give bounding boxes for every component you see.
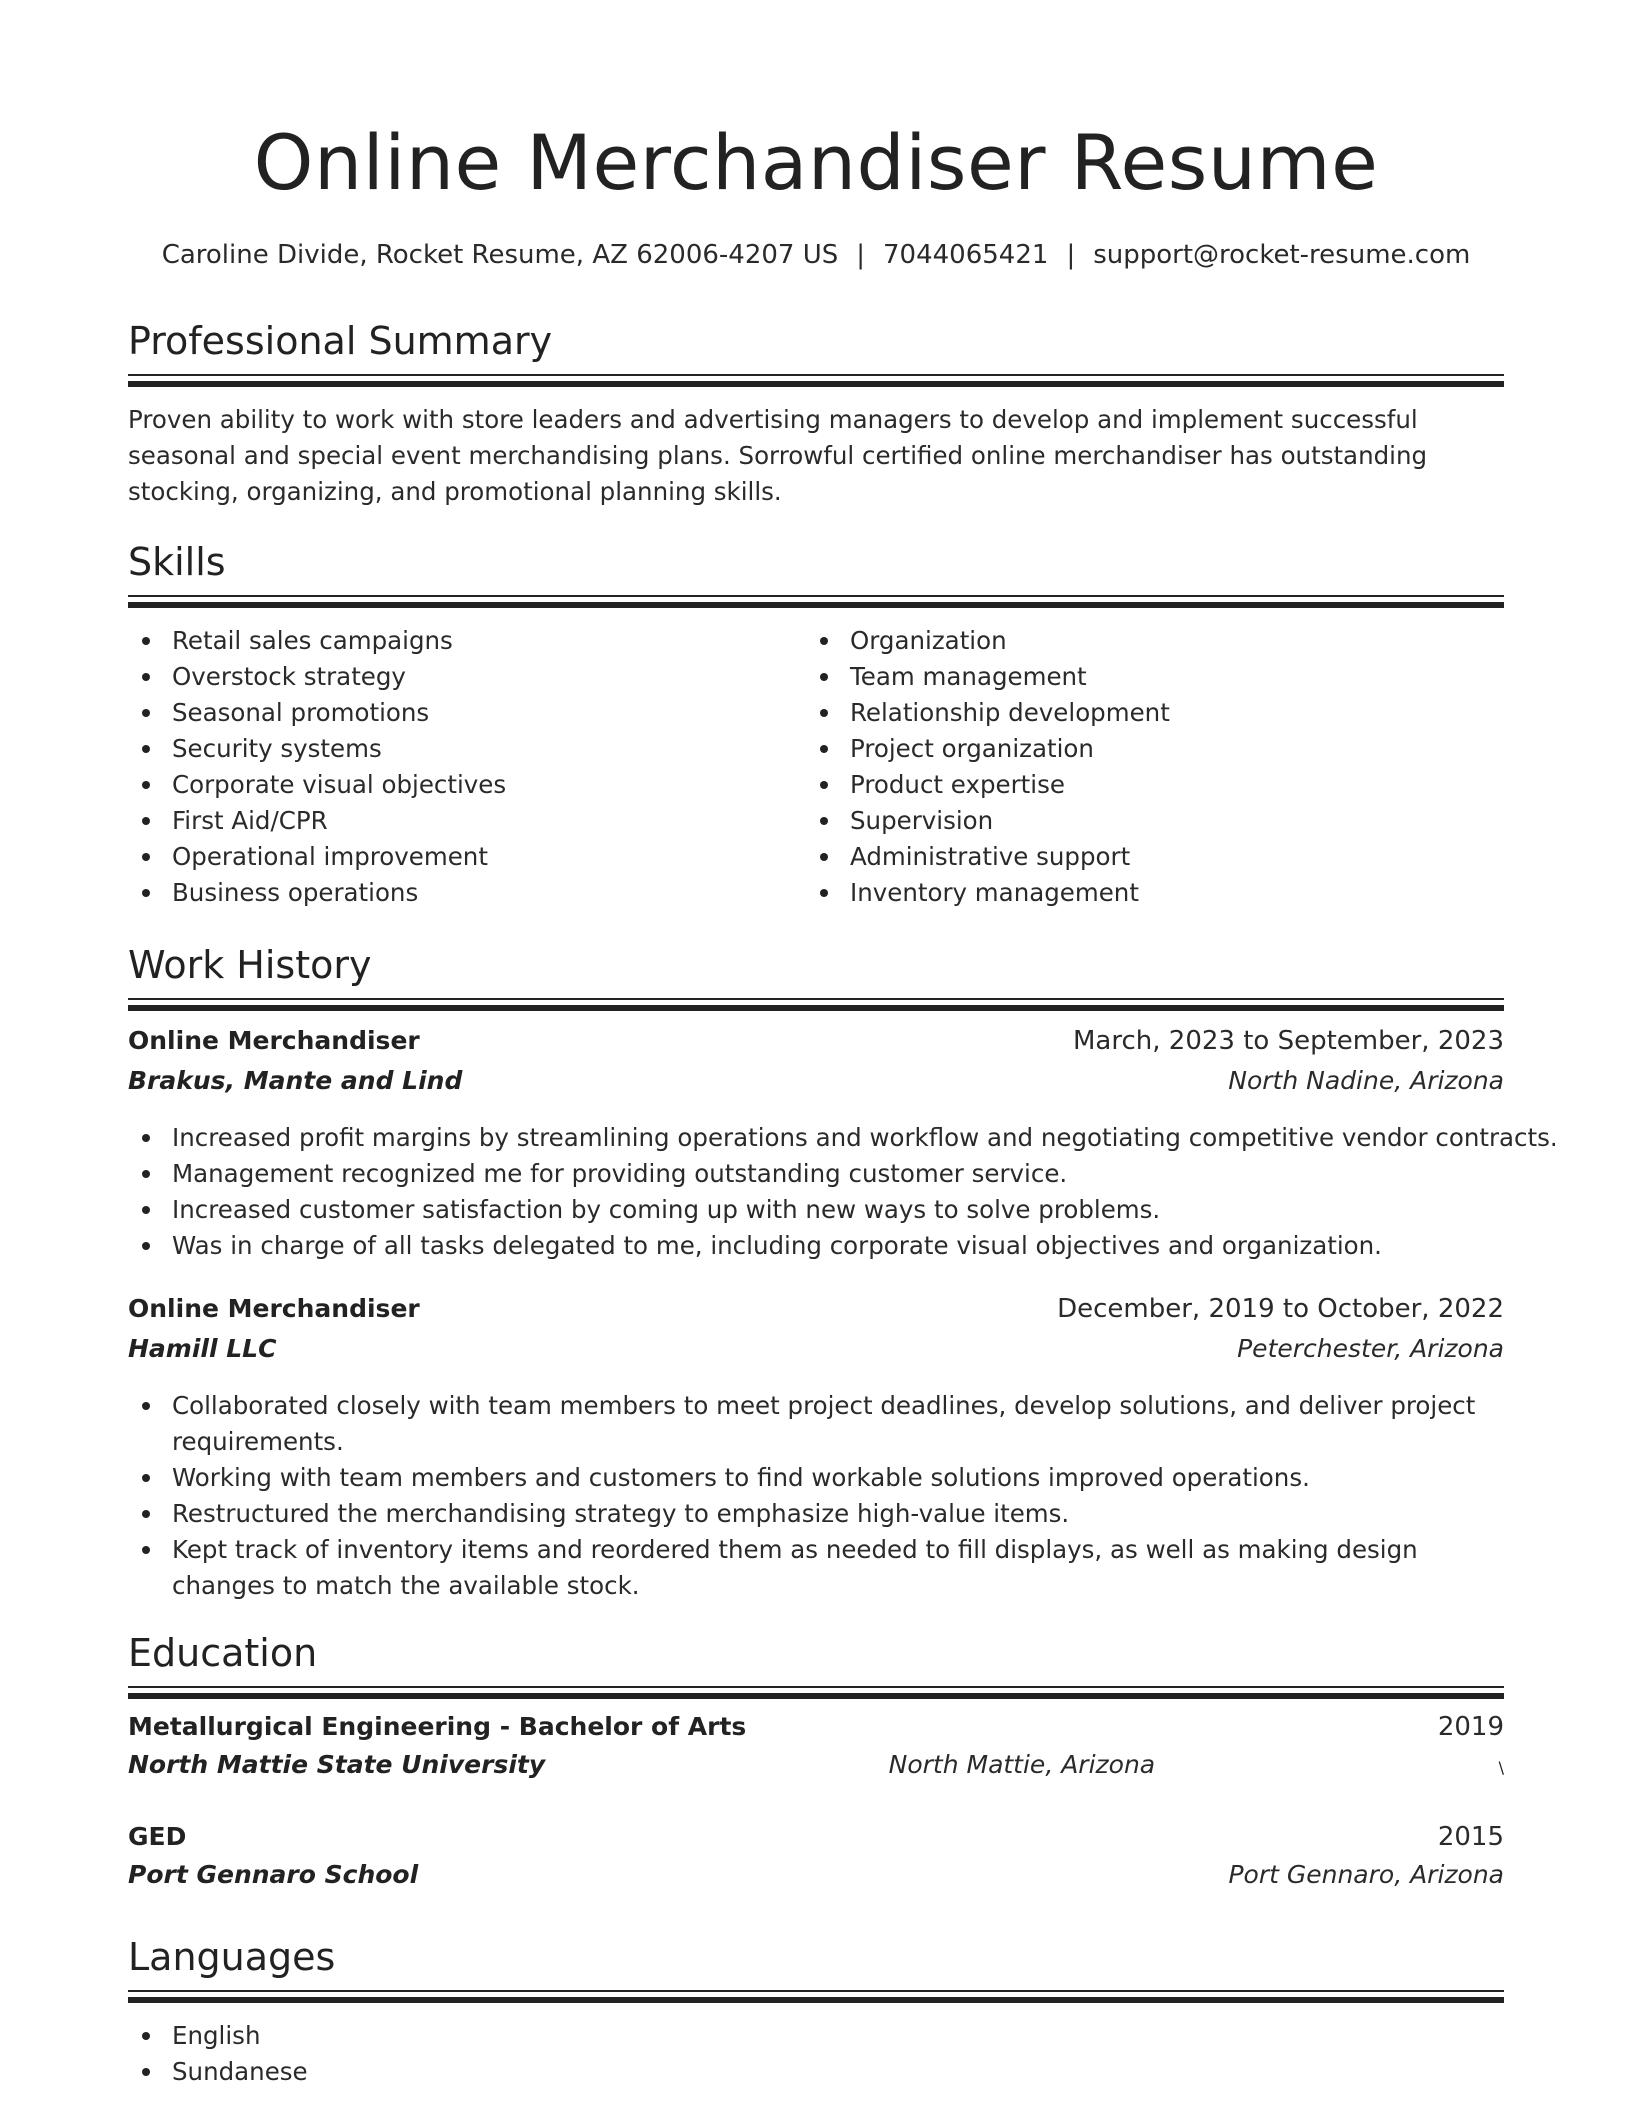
skills-section <box>128 539 1504 911</box>
section-divider <box>128 374 1504 388</box>
job-company: Brakus, Mante and Lind <box>128 1066 463 1095</box>
education-year: 2015 <box>1437 1822 1504 1852</box>
education-school: North Mattie State University <box>128 1750 546 1779</box>
skill-item: Project organization <box>806 731 1484 767</box>
languages-section <box>128 1934 1504 2090</box>
contact-email: support@rocket-resume.com <box>1093 240 1471 270</box>
section-divider <box>128 998 1504 1012</box>
section-divider <box>128 1990 1504 2004</box>
education-section <box>128 1630 1504 1898</box>
skill-item: Business operations <box>128 875 806 911</box>
job-dates: March, 2023 to September, 2023 <box>1073 1026 1504 1056</box>
resume-title: Online Merchandiser Resume <box>253 118 1379 207</box>
skill-item: First Aid/CPR <box>128 803 806 839</box>
section-heading-education: Education <box>128 1631 318 1675</box>
skill-item: Corporate visual objectives <box>128 767 806 803</box>
job-bullet: Was in charge of all tasks delegated to me, including corporate visual objectives and organization. <box>128 1228 1504 1264</box>
contact-separator: | <box>856 240 866 270</box>
section-divider <box>128 595 1504 609</box>
section-heading-skills: Skills <box>128 540 226 584</box>
job-company: Hamill LLC <box>128 1334 277 1363</box>
education-location: North Mattie, Arizona <box>888 1750 1156 1779</box>
skills-right-column <box>806 623 1484 911</box>
skill-item: Team management <box>806 659 1484 695</box>
job-bullets <box>128 1120 1558 1264</box>
education-entry: Metallurgical Engineering - Bachelor of Arts 2019 North Mattie State University North Mattie, Arizona \ <box>128 1712 1504 1779</box>
job-title: Online Merchandiser <box>128 1294 420 1323</box>
job-title: Online Merchandiser <box>128 1026 420 1055</box>
skill-item: Inventory management <box>806 875 1484 911</box>
education-school: Port Gennaro School <box>128 1860 419 1889</box>
skill-item: Retail sales campaigns <box>128 623 806 659</box>
job-bullet: Collaborated closely with team members to meet project deadlines, develop solutions, and deliver project requirements. <box>128 1388 1504 1460</box>
skill-item: Relationship development <box>806 695 1484 731</box>
job-dates: December, 2019 to October, 2022 <box>1057 1294 1504 1324</box>
skill-item: Operational improvement <box>128 839 806 875</box>
job-entry <box>128 1294 1504 1604</box>
job-bullet: Kept track of inventory items and reordered them as needed to fill displays, as well as making design changes to match the available stock. <box>128 1532 1504 1604</box>
section-heading-work-history: Work History <box>128 943 372 987</box>
skill-item: Overstock strategy <box>128 659 806 695</box>
language-item: English <box>128 2018 1504 2054</box>
summary-section <box>128 318 1504 510</box>
education-degree: GED <box>128 1822 187 1851</box>
skill-item: Product expertise <box>806 767 1484 803</box>
language-item: Sundanese <box>128 2054 1504 2090</box>
contact-separator: | <box>1066 240 1076 270</box>
job-bullet: Restructured the merchandising strategy to emphasize high-value items. <box>128 1496 1504 1532</box>
education-location: Port Gennaro, Arizona <box>1228 1860 1504 1889</box>
job-bullet: Management recognized me for providing outstanding customer service. <box>128 1156 1504 1192</box>
languages-list <box>128 2018 1504 2090</box>
skill-item: Organization <box>806 623 1484 659</box>
education-year: 2019 <box>1437 1712 1504 1742</box>
contact-address: Caroline Divide, Rocket Resume, AZ 62006-4207 US <box>161 240 839 270</box>
contact-phone: 7044065421 <box>883 240 1049 270</box>
job-location: North Nadine, Arizona <box>1228 1066 1504 1095</box>
section-heading-summary: Professional Summary <box>128 319 553 363</box>
job-bullet: Working with team members and customers to find workable solutions improved operations. <box>128 1460 1504 1496</box>
job-bullets <box>128 1388 1504 1604</box>
summary-text: Proven ability to work with store leaders and advertising managers to develop and implement successful seasonal and special event merchandising plans. Sorrowful certified online merchandiser has outstanding stocking, organizing, and promotional planning skills. <box>128 405 1428 506</box>
section-divider <box>128 1686 1504 1700</box>
skill-item: Security systems <box>128 731 806 767</box>
section-heading-languages: Languages <box>128 1935 336 1979</box>
work-history-section <box>128 942 1558 1604</box>
job-entry <box>128 1026 1558 1264</box>
skills-columns <box>128 623 1504 911</box>
skill-item: Administrative support <box>806 839 1484 875</box>
job-bullet: Increased customer satisfaction by coming up with new ways to solve problems. <box>128 1192 1504 1228</box>
job-bullet: Increased profit margins by streamlining operations and workflow and negotiating competitive vendor contracts. <box>128 1120 1504 1156</box>
skill-item: Seasonal promotions <box>128 695 806 731</box>
education-entry <box>128 1822 1504 1898</box>
education-degree: Metallurgical Engineering - Bachelor of Arts <box>128 1712 747 1741</box>
contact-line <box>128 240 1504 270</box>
skills-left-column <box>128 623 806 911</box>
skill-item: Supervision <box>806 803 1484 839</box>
job-location: Peterchester, Arizona <box>1237 1334 1504 1363</box>
